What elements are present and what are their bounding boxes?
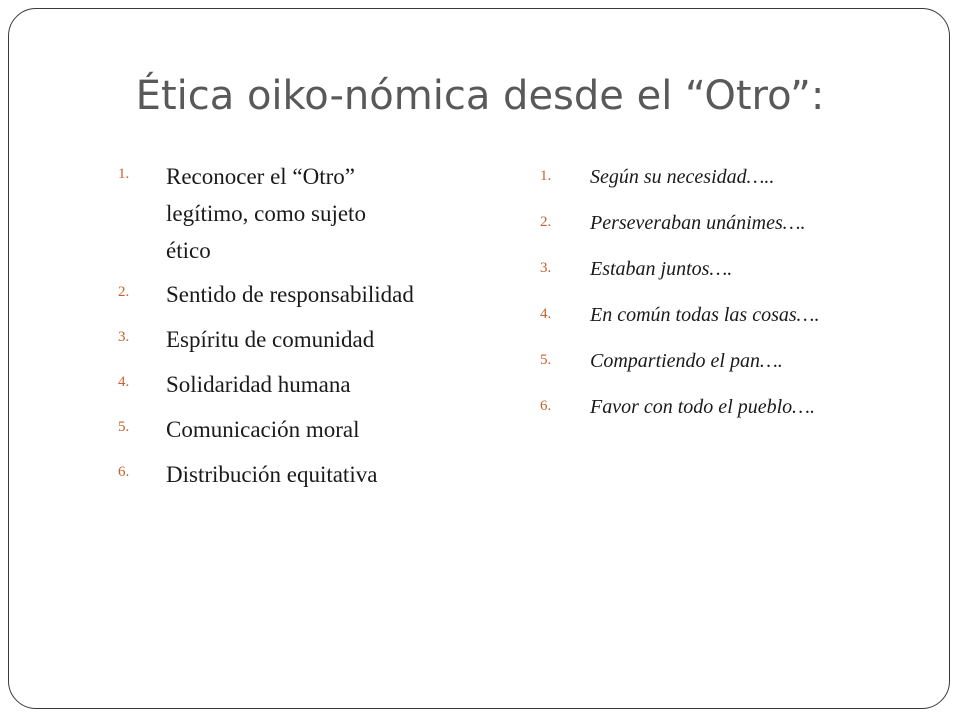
- list-item-text: Compartiendo el pan….: [590, 350, 783, 372]
- list-item: [118, 411, 498, 449]
- list-number: 2.: [540, 214, 552, 230]
- list-number: 1.: [118, 166, 130, 182]
- list-item-text: Distribución equitativa: [166, 462, 378, 487]
- list-item-text: Solidaridad humana: [166, 372, 351, 397]
- list-item-text: Comunicación moral: [166, 417, 360, 442]
- list-item: [118, 366, 498, 404]
- slide-title: Ética oiko-nómica desde el “Otro”:: [135, 73, 825, 119]
- list-item: [540, 254, 940, 284]
- list-number: 5.: [540, 352, 552, 368]
- list-item: [540, 346, 940, 376]
- list-item: [118, 158, 498, 269]
- list-item: [540, 208, 940, 238]
- list-number: 5.: [118, 419, 130, 435]
- list-number: 2.: [118, 284, 130, 300]
- list-number: 1.: [540, 168, 552, 184]
- list-item: [540, 392, 940, 422]
- list-item: [540, 162, 940, 192]
- list-item-text: Reconocer el “Otro” legítimo, como sujeto ético: [166, 164, 366, 263]
- list-number: 4.: [540, 306, 552, 322]
- list-item: [118, 276, 498, 314]
- list-item: [540, 300, 940, 330]
- list-item-text: Favor con todo el pueblo….: [590, 396, 815, 418]
- list-item-text: Sentido de responsabilidad: [166, 282, 414, 307]
- list-number: 6.: [540, 398, 552, 414]
- list-number: 3.: [540, 260, 552, 276]
- list-number: 4.: [118, 374, 130, 390]
- list-item: [118, 321, 498, 359]
- list-number: 6.: [118, 464, 130, 480]
- left-numbered-list: [118, 158, 498, 501]
- list-item-text: Estaban juntos….: [590, 258, 733, 280]
- list-item: [118, 456, 498, 494]
- list-item-text: Según su necesidad…..: [590, 166, 775, 188]
- list-item-text: En común todas las cosas….: [590, 304, 820, 326]
- list-number: 3.: [118, 329, 130, 345]
- list-item-text: Perseveraban unánimes….: [590, 212, 806, 234]
- right-numbered-list: [540, 162, 940, 438]
- list-item-text: Espíritu de comunidad: [166, 327, 375, 352]
